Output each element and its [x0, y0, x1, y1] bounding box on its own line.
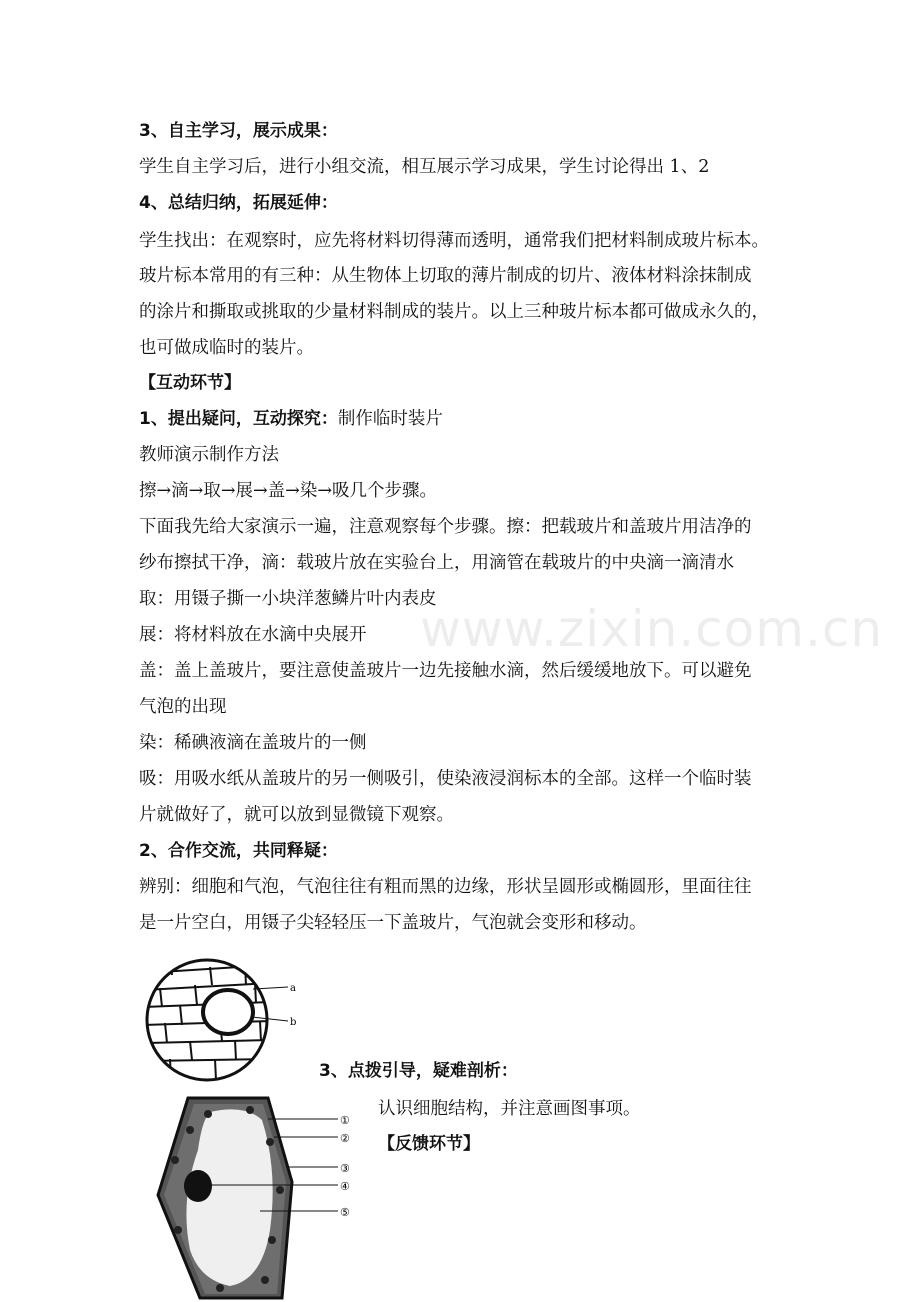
label-2: ②: [340, 1132, 350, 1145]
q3-text: 认识细胞结构，并注意画图事项。: [378, 1099, 641, 1119]
q1-topic: 制作临时装片: [337, 409, 443, 429]
interactive-line: 下面我先给大家演示一遍，注意观察每个步骤。擦：把载玻片和盖玻片用洁净的: [139, 517, 752, 537]
interactive-line: 吸：用吸水纸从盖玻片的另一侧吸引，使染液浸润标本的全部。这样一个临时装: [139, 769, 752, 789]
feedback-title: 【反馈环节】: [378, 1134, 480, 1154]
interactive-line: 展：将材料放在水滴中央展开: [139, 625, 367, 645]
section4-line: 玻片标本常用的有三种：从生物体上切取的薄片制成的切片、液体材料涂抹制成: [139, 266, 752, 286]
interactive-line: 染：稀碘液滴在盖玻片的一侧: [139, 733, 367, 753]
label-1: ①: [340, 1114, 350, 1127]
interactive-line: 纱布擦拭干净，滴：载玻片放在实验台上，用滴管在载玻片的中央滴一滴清水: [139, 553, 734, 573]
watermark: www.zixin.com.cn: [420, 600, 884, 658]
interactive-line: 教师演示制作方法: [139, 445, 279, 465]
section4-line: 学生找出：在观察时，应先将材料切得薄而透明，通常我们把材料制成玻片标本。: [139, 231, 769, 251]
section4-line: 的涂片和撕取或挑取的少量材料制成的装片。以上三种玻片标本都可做成永久的，: [139, 302, 769, 322]
interactive-line: 气泡的出现: [139, 697, 227, 717]
label-4: ④: [340, 1180, 350, 1193]
section4-heading: 4、总结归纳，拓展延伸：: [139, 193, 338, 213]
q1-line: [139, 407, 443, 431]
q3-heading: 3、点拨引导，疑难剖析：: [319, 1061, 518, 1081]
q2-line: 辨别：细胞和气泡，气泡往往有粗而黑的边缘，形状呈圆形或椭圆形，里面往往: [139, 877, 752, 897]
interactive-line: 擦→滴→取→展→盖→染→吸几个步骤。: [139, 481, 437, 501]
interactive-line: 盖：盖上盖玻片，要注意使盖玻片一边先接触水滴，然后缓缓地放下。可以避免: [139, 661, 752, 681]
microscope-view-figure: [140, 955, 310, 1085]
interactive-line: 取：用镊子撕一小块洋葱鳞片叶内表皮: [139, 589, 437, 609]
label-5: ⑤: [340, 1206, 350, 1219]
interactive-title: 【互动环节】: [139, 373, 241, 393]
q2-line: 是一片空白，用镊子尖轻轻压一下盖玻片，气泡就会变形和移动。: [139, 913, 647, 933]
label-b: b: [290, 1017, 297, 1028]
section3-heading: 3、自主学习，展示成果：: [139, 121, 338, 141]
q1-heading: 1、提出疑问，互动探究：: [139, 409, 338, 429]
air-bubble: [203, 990, 253, 1034]
label-3: ③: [340, 1162, 350, 1175]
label-a: a: [290, 983, 296, 994]
section3-text: 学生自主学习后，进行小组交流，相互展示学习成果，学生讨论得出 1、2: [139, 157, 710, 177]
interactive-line: 片就做好了，就可以放到显微镜下观察。: [139, 805, 454, 825]
section4-line: 也可做成临时的装片。: [139, 338, 314, 358]
plant-cell-figure: [150, 1090, 370, 1300]
q2-heading: 2、合作交流，共同释疑：: [139, 841, 338, 861]
